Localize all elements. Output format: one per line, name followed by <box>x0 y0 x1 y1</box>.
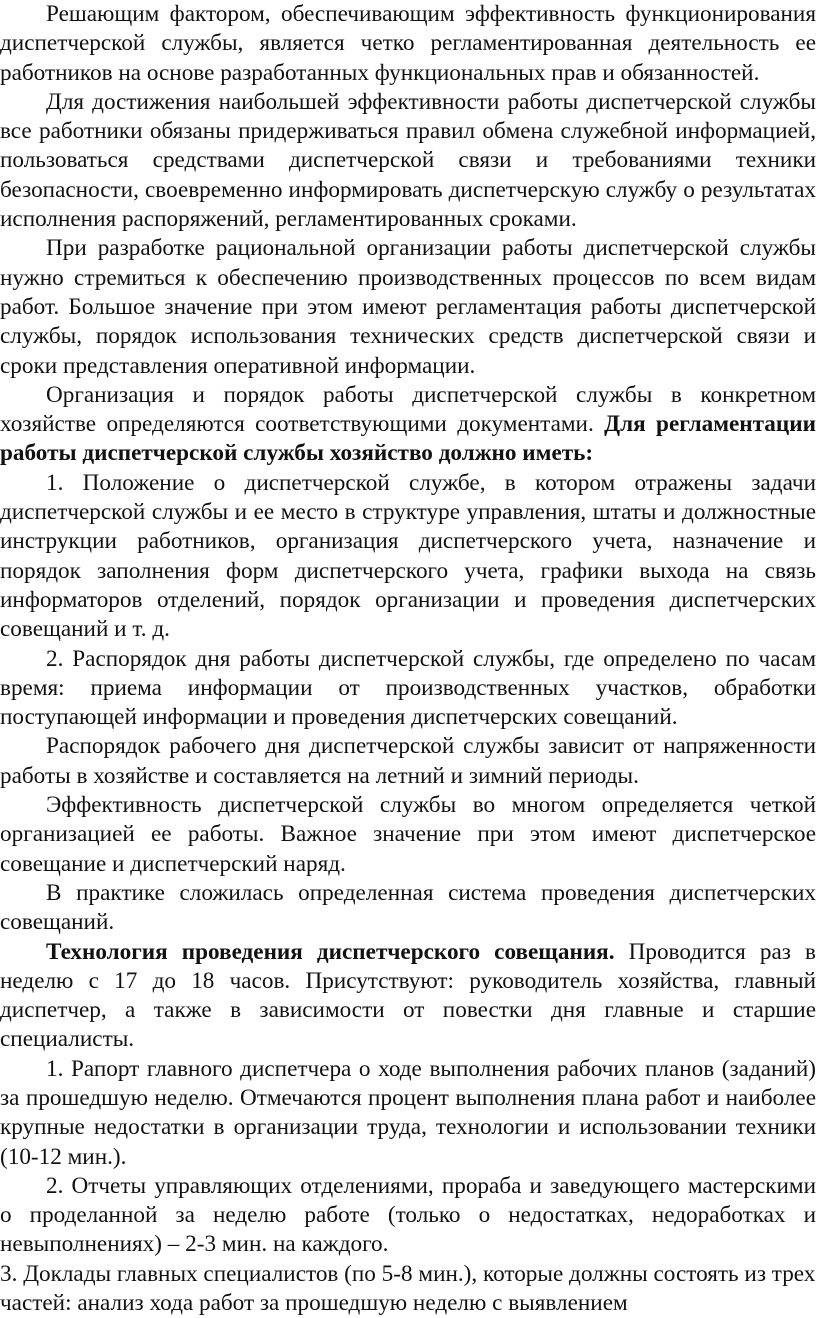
paragraph-1: Решающим фактором, обеспечивающим эффективность функционирования диспетчерской службы, является четко регламентированная деятельность ее работников на основе разработанных функциональных прав и обязанностей. <box>0 1 816 86</box>
agenda-item-1: 1. Рапорт главного диспетчера о ходе выполнения рабочих планов (заданий) за прошедшую неделю. Отмечаются процент выполнения плана работ и наиболее крупные недостатки в организации труда, технологии и использовании техники (10-12 мин.). <box>0 1055 816 1170</box>
list-item-2: 2. Распорядок дня работы диспетчерской службы, где определено по часам время: приема информации от производственных участков, обработки поступающей информации и проведения диспетчерских совещаний. <box>0 645 816 731</box>
agenda-item-2: 2. Отчеты управляющих отделениями, прораба и заведующего мастерскими о проделанной за неделю работе (только о недостатках, недоработках и невыполнениях) – 2-3 мин. на каждого. <box>0 1172 816 1258</box>
paragraph-3: При разработке рациональной организации работы диспетчерской службы нужно стремиться к обеспечению производственных процессов по всем видам работ. Большое значение при этом имеют регламентация работы диспетчерской службы, порядок использования технических средств диспетчерской связи и сроки представления оперативной информации. <box>0 235 816 379</box>
paragraph-9: В практике сложилась определенная система проведения диспетчерских совещаний. <box>0 879 816 936</box>
agenda-item-3: 3. Доклады главных специалистов (по 5-8 мин.), которые должны состоять из трех частей: анализ хода работ за прошедшую неделю с выявлением <box>0 1260 816 1317</box>
list-item-1: 1. Положение о диспетчерской службе, в котором отражены задачи диспетчерской службы и ее место в структуре управления, штаты и должностные инструкции работников, организация диспетчерского учета, назначение и порядок заполнения форм диспетчерского учета, графики выхода на связь информаторов отделений, порядок организации и проведения диспетчерских совещаний и т. д. <box>0 469 816 643</box>
paragraph-2: Для достижения наибольшей эффективности работы диспетчерской службы все работники обязаны придерживаться правил обмена служебной информацией, пользоваться средствами диспетчерской связи и требованиями техники безопасности, своевременно информировать диспетчерскую службу о результатах исполнения распоряжений, регламентированных сроками. <box>0 88 816 233</box>
paragraph-4-bold-text: Для регламентации работы диспетчерской службы хозяйство должно иметь: <box>0 411 816 467</box>
paragraph-10 <box>0 938 816 1055</box>
paragraph-4 <box>0 381 816 469</box>
paragraph-8: Эффективность диспетчерской службы во многом определяется четкой организацией ее работы. Важное значение при этом имеют диспетчерское совещание и диспетчерский наряд. <box>0 792 816 877</box>
paragraph-10-bold-text: Технология проведения диспетчерского совещания. <box>46 938 615 965</box>
paragraph-10-text: Проводится раз в неделю с 17 до 18 часов. Присутствуют: руководитель хозяйства, главный диспетчер, а также в зависимости от повестки дня главные и старшие специалисты. <box>0 938 816 1053</box>
paragraph-7: Распорядок рабочего дня диспетчерской службы зависит от напряженности работы в хозяйстве и составляется на летний и зимний периоды. <box>0 733 816 789</box>
paragraph-4-text: Организация и порядок работы диспетчерской службы в конкретном хозяйстве определяются соответствующими документами. <box>0 381 816 438</box>
